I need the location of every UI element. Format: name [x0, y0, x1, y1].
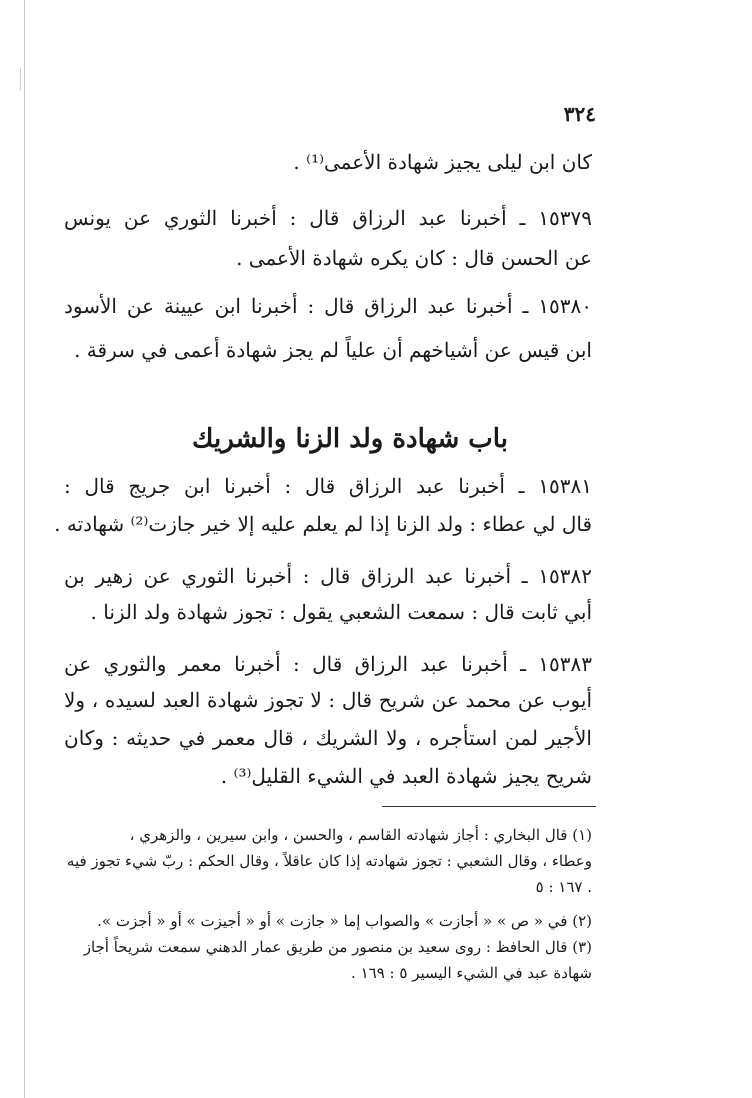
- footnote-line: وعطاء ، وقال الشعبي : تجوز شهادته إذا كان عاقلاً ، وقال الحكم : ربّ شيء تجوز فيه: [66, 852, 592, 870]
- page-margin-line: [24, 0, 25, 1098]
- text-line: أبي ثابت قال : سمعت الشعبي يقول : تجوز شهادة ولد الزنا .: [90, 600, 592, 624]
- text-line: ١٥٣٨١ ـ أخبرنا عبد الرزاق قال : أخبرنا ابن جريج قال :: [64, 474, 593, 498]
- text-line: ابن قيس عن أشياخهم أن علياً لم يجز شهادة أعمى في سرقة .: [74, 338, 592, 362]
- text-line: كان ابن ليلى يجيز شهادة الأعمى⁽¹⁾ .: [293, 150, 592, 174]
- section-heading: باب شهادة ولد الزنا والشريك: [192, 424, 508, 454]
- text-line: ١٥٣٨٢ ـ أخبرنا عبد الرزاق قال : أخبرنا الثوري عن زهير بن: [64, 564, 592, 588]
- footnote-divider: [382, 806, 596, 807]
- text-line: ١٥٣٨٠ ـ أخبرنا عبد الرزاق قال : أخبرنا ابن عيينة عن الأسود: [64, 294, 592, 318]
- footnote-line: شهادة عبد في الشيء اليسير ٥ : ١٦٩ .: [351, 964, 592, 982]
- text-line: ١٥٣٨٣ ـ أخبرنا عبد الرزاق قال : أخبرنا معمر والثوري عن: [64, 652, 592, 676]
- footnote-line: (٣) قال الحافظ : روى سعيد بن منصور من طريق عمار الدهني سمعت شريحاً أجاز: [83, 938, 592, 956]
- footnote-line: . ١٦٧ : ٥: [535, 878, 592, 896]
- text-line: أيوب عن محمد عن شريح قال : لا تجوز شهادة العبد لسيده ، ولا: [64, 688, 592, 712]
- text-line: ١٥٣٧٩ ـ أخبرنا عبد الرزاق قال : أخبرنا الثوري عن يونس: [64, 206, 592, 230]
- text-line: عن الحسن قال : كان يكره شهادة الأعمى .: [236, 246, 592, 270]
- page-number: ٣٢٤: [563, 102, 596, 126]
- text-line: قال لي عطاء : ولد الزنا إذا لم يعلم عليه إلا خير جازت⁽²⁾ شهادته .: [54, 512, 592, 536]
- text-line: شريح يجيز شهادة العبد في الشيء القليل⁽³⁾ .: [220, 764, 592, 788]
- footnote-line: (٢) في « ص » « أجازت » والصواب إما « جازت » أو « أجيزت » أو « أجزت ».: [97, 912, 592, 930]
- footnote-line: (١) قال البخاري : أجاز شهادته القاسم ، والحسن ، وابن سيرين ، والزهري ،: [129, 826, 592, 844]
- margin-mark: [20, 68, 21, 90]
- text-line: الأجير لمن استأجره ، ولا الشريك ، قال معمر في حديثه : وكان: [64, 726, 592, 750]
